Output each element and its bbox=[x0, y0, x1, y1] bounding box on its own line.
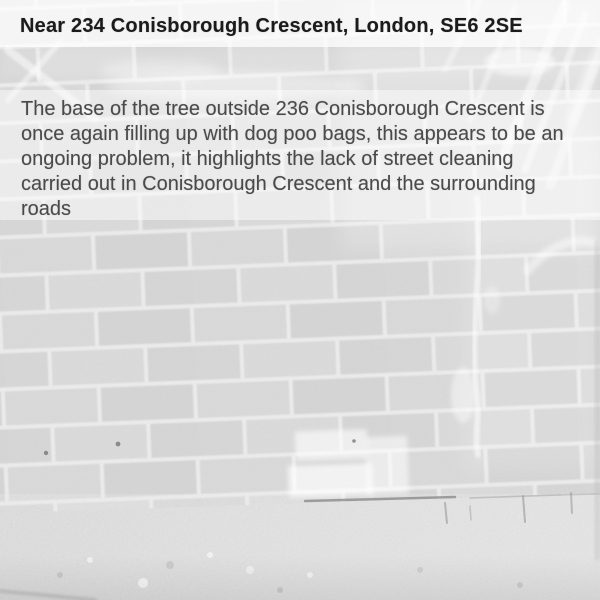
report-description-overlay bbox=[0, 90, 600, 220]
location-title: Near 234 Conisborough Crescent, London, SE6 2SE bbox=[20, 15, 523, 37]
location-banner bbox=[0, 0, 600, 47]
report-description: The base of the tree outside 236 Conisborough Crescent is once again filling up with dog poo bags, this appears to be an ongoing problem, it highlights the lack of street cleaning carried out in Conisborough Crescent and the surrounding roads bbox=[21, 98, 564, 220]
